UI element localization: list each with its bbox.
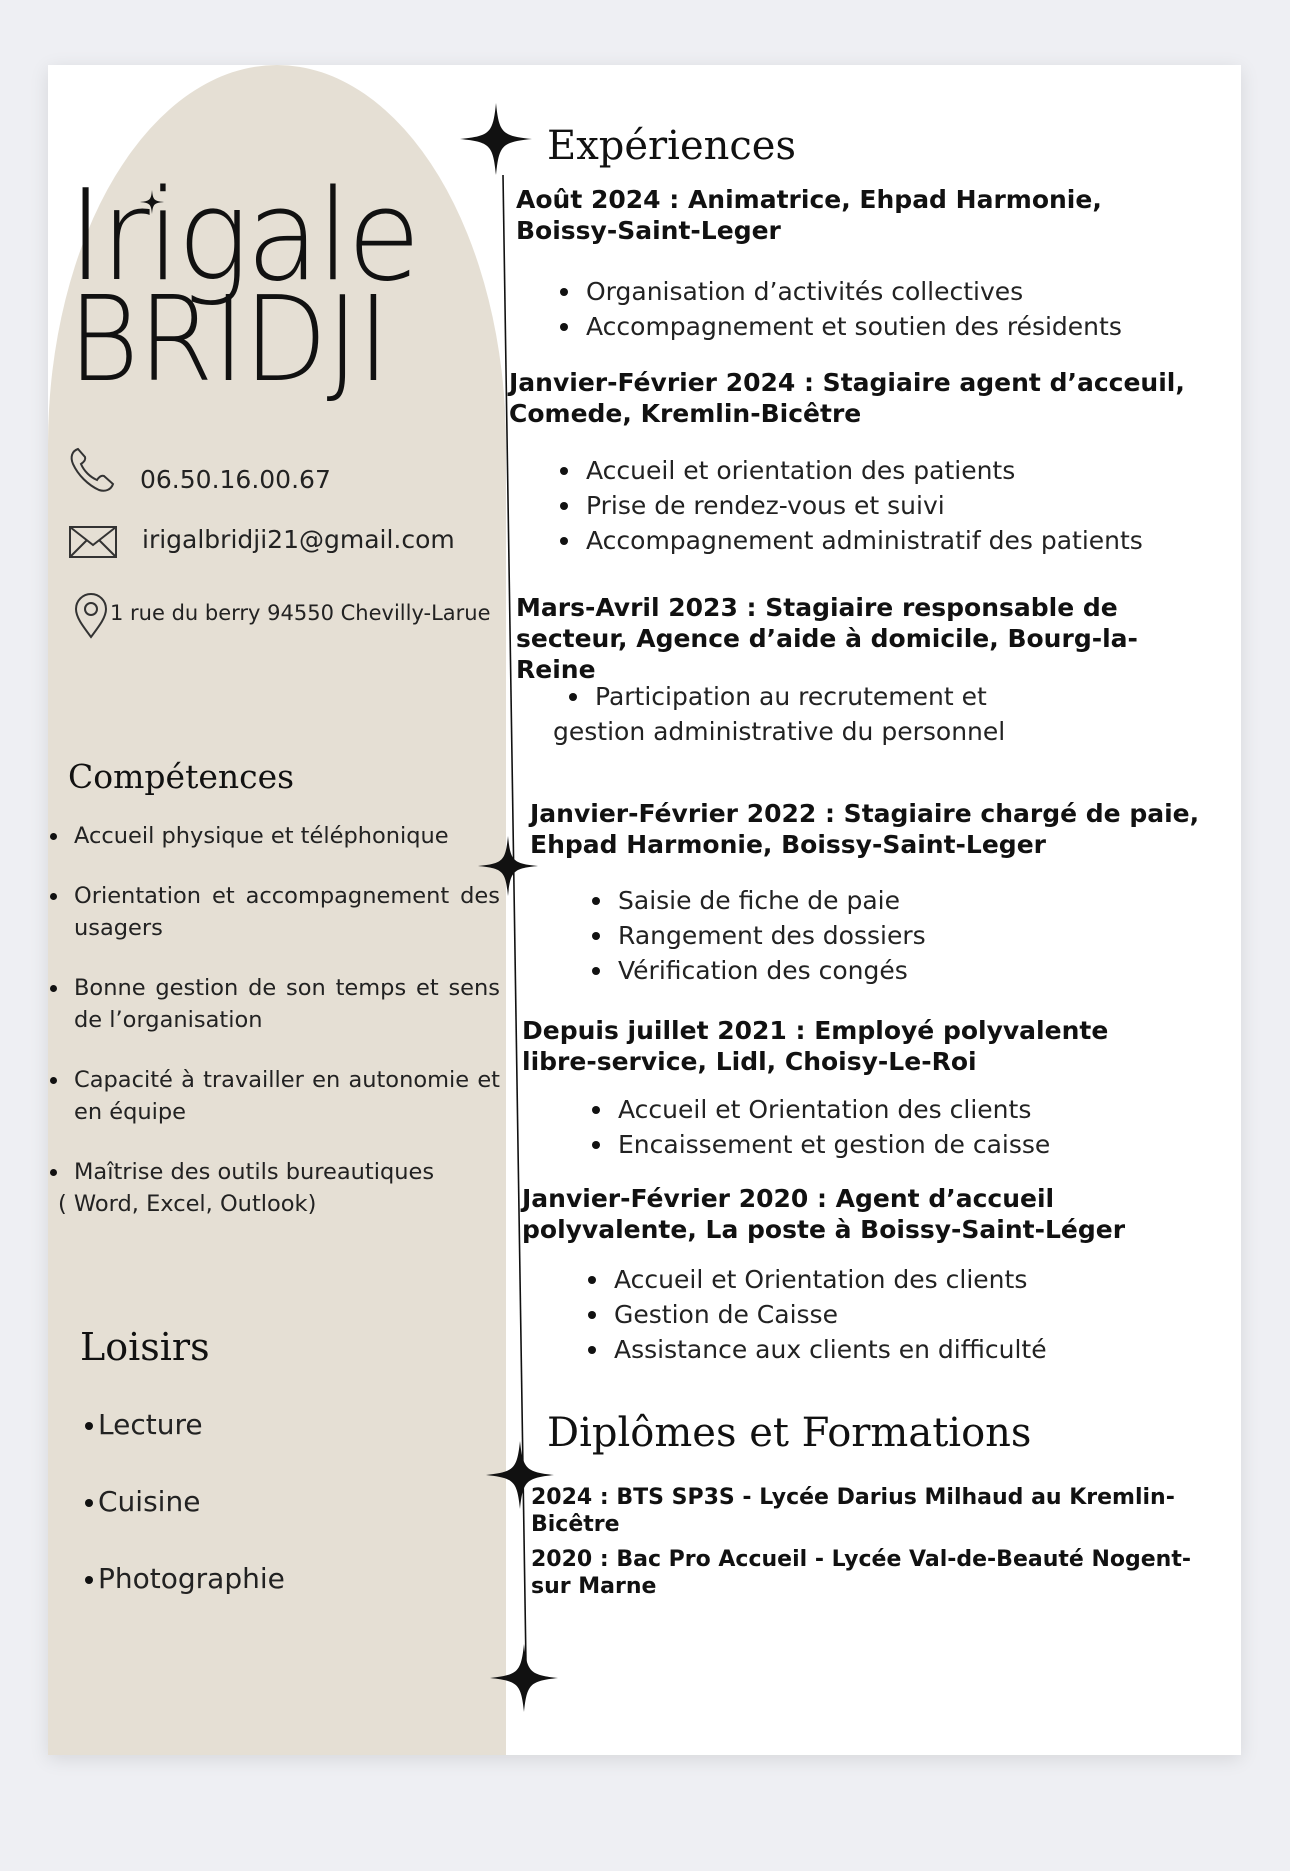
envelope-icon [68,525,118,559]
sparkle-star-icon [490,1644,558,1712]
skill-item-continuation: ( Word, Excel, Outlook) [58,1191,317,1217]
skill-item: Accueil physique et téléphonique [48,820,500,852]
job-title: Mars-Avril 2023 : Stagiaire responsable de secteur, Agence d’aide à domicile, Bourg-la-Reine [516,593,1138,684]
job-title: Janvier-Février 2024 : Stagiaire agent d’acceuil, Comede, Kremlin-Bicêtre [509,368,1185,428]
job-bullet: Prise de rendez-vous et suivi [556,488,1143,523]
job-title: Depuis juillet 2021 : Employé polyvalente libre-service, Lidl, Choisy-Le-Roi [522,1016,1109,1076]
job-bullet: Vérification des congés [588,953,926,988]
sparkle-star-icon [460,103,532,175]
job-bullet: Participation au recrutement et [565,679,1005,714]
skill-item: Orientation et accompagnement des usagers [48,880,500,944]
job-title: Août 2024 : Animatrice, Ehpad Harmonie, Boissy-Saint-Leger [516,185,1102,245]
skills-heading: Compétences [68,757,295,796]
job-bullets [588,883,926,988]
job-bullet-continuation: gestion administrative du personnel [553,717,1006,746]
job-bullets [553,679,1006,749]
hobby-item: Cuisine [48,1485,285,1562]
email-address[interactable]: irigalbridji21@gmail.com [142,525,455,554]
resume-page [48,65,1241,1755]
job-bullet: Encaissement et gestion de caisse [588,1127,1050,1162]
first-name: Irigale [68,163,418,310]
skill-item: Bonne gestion de son temps et sens de l’organisation [48,972,500,1036]
job-bullet: Accueil et Orientation des clients [584,1262,1047,1297]
job-bullets [588,1092,1050,1162]
job-bullet: Accueil et orientation des patients [556,453,1143,488]
job-bullet: Accompagnement et soutien des résidents [556,309,1122,344]
address: 1 rue du berry 94550 Chevilly-Larue [110,601,491,625]
skills-list [48,820,500,1220]
job-bullets [584,1262,1047,1367]
hobbies-heading: Loisirs [80,1325,210,1369]
skill-item: Capacité à travailler en autonomie et en équipe [48,1064,500,1128]
hobby-item: Photographie [48,1562,285,1639]
education-heading: Diplômes et Formations [547,1410,1032,1456]
job-title: Janvier-Février 2020 : Agent d’accueil polyvalente, La poste à Boissy-Saint-Léger [522,1184,1126,1244]
phone-number[interactable]: 06.50.16.00.67 [140,465,331,494]
job-bullets [556,274,1122,344]
diploma-item: 2024 : BTS SP3S - Lycée Darius Milhaud au Kremlin-Bicêtre [531,1485,1175,1537]
hobby-item: Lecture [48,1408,285,1485]
job-bullet: Organisation d’activités collectives [556,274,1122,309]
job-title: Janvier-Février 2022 : Stagiaire chargé de paie, Ehpad Harmonie, Boissy-Saint-Leger [530,799,1200,859]
job-bullet: Gestion de Caisse [584,1297,1047,1332]
diploma-item: 2020 : Bac Pro Accueil - Lycée Val-de-Beauté Nogent- sur Marne [531,1547,1191,1599]
job-bullets [556,453,1143,558]
hobbies-list [48,1408,285,1639]
job-bullet: Accompagnement administratif des patients [556,523,1143,558]
skill-item: Maîtrise des outils bureautiques [48,1156,500,1188]
last-name: BRIDJI [68,270,389,408]
job-bullet: Accueil et Orientation des clients [588,1092,1050,1127]
job-bullet: Rangement des dossiers [588,918,926,953]
phone-icon [66,445,116,495]
experiences-heading: Expériences [547,123,796,169]
location-pin-icon [74,593,108,639]
job-bullet: Assistance aux clients en difficulté [584,1332,1047,1367]
job-bullet: Saisie de fiche de paie [588,883,926,918]
